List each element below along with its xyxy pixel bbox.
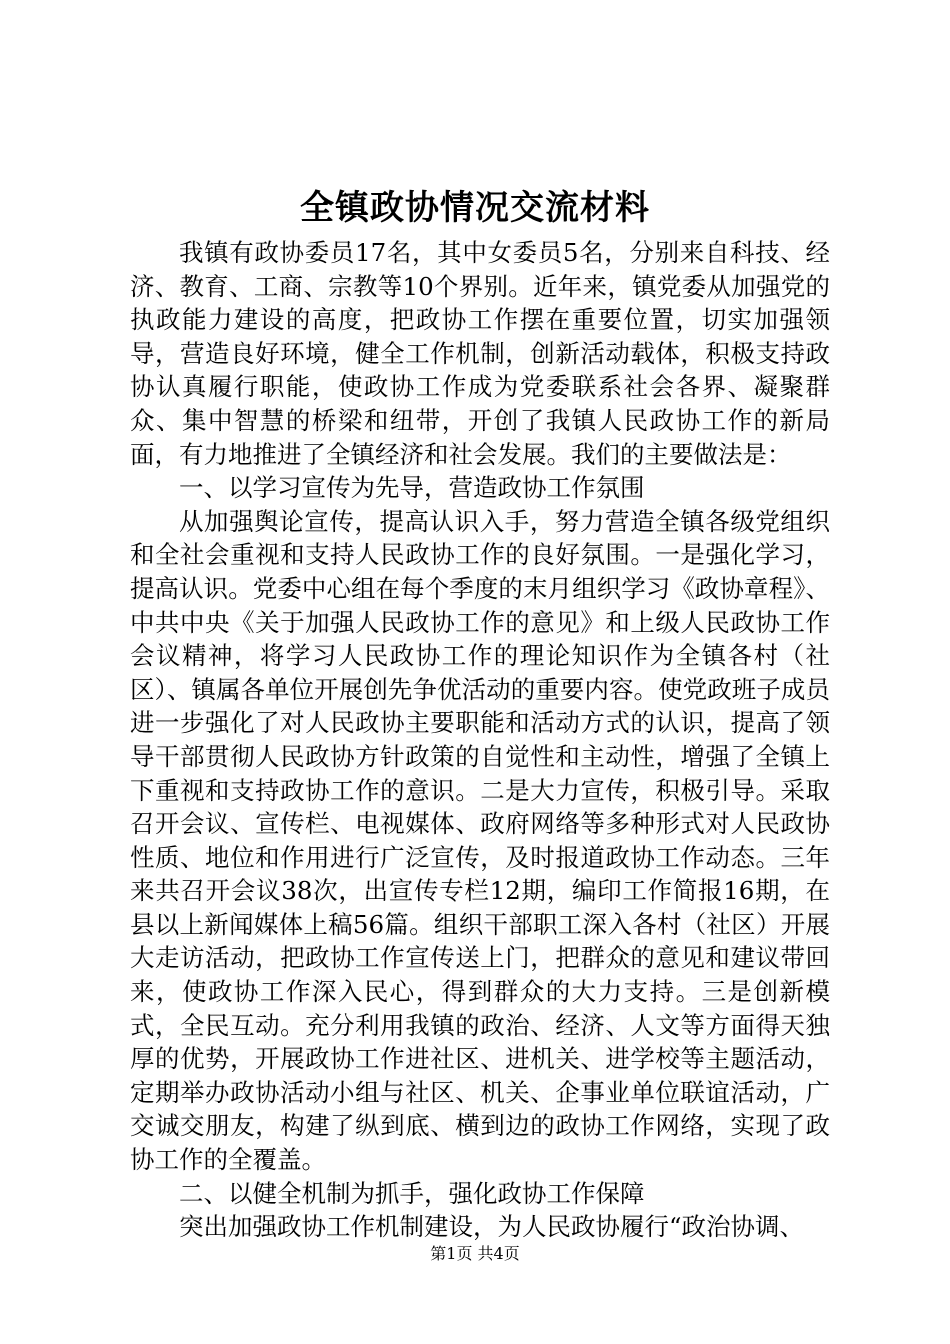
document-title: 全镇政协情况交流材料 — [300, 188, 650, 228]
paragraph-section-1: 从加强舆论宣传，提高认识入手，努力营造全镇各级党组织和全社会重视和支持人民政协工作的良好氛围。一是强化学习，提高认识。党委中心组在每个季度的末月组织学习《政协章程》、中共中央《关于加强人民政协工作的意见》和上级人民政协工作会议精神，将学习人民政协工作的理论知识作为全镇各村（社区）、镇属各单位开展创先争优活动的重要内容。使党政班子成员进一步强化了对人民政协主要职能和活动方式的认识，提高了领导干部贯彻人民政协方针政策的自觉性和主动性，增强了全镇上下重视和支持政协工作的意识。二是大力宣传，积极引导。采取召开会议、宣传栏、电视媒体、政府网络等多种形式对人民政协性质、地位和作用进行广泛宣传，及时报道政协工作动态。三年来共召开会议38次，出宣传专栏12期，编印工作简报16期，在县以上新闻媒体上稿56篇。组织干部职工深入各村（社区）开展大走访活动，把政协工作宣传送上门，把群众的意见和建议带回来，使政协工作深入民心，得到群众的大力支持。三是创新模式，全民互动。充分利用我镇的政治、经济、人文等方面得天独厚的优势，开展政协工作进社区、进机关、进学校等主题活动，定期举办政协活动小组与社区、机关、企事业单位联谊活动，广交诚交朋友，构建了纵到底、横到边的政协工作网络，实现了政协工作的全覆盖。 — [130, 506, 830, 1175]
document-body — [130, 236, 830, 1244]
paragraph-section-2: 突出加强政协工作机制建设，为人民政协履行“政治协调、 — [179, 1212, 805, 1242]
section-heading-2: 二、以健全机制为抓手，强化政协工作保障 — [179, 1178, 645, 1208]
page-footer: 第1页 共4页 — [430, 1244, 520, 1263]
section-heading-1: 一、以学习宣传为先导，营造政协工作氛围 — [179, 473, 645, 503]
paragraph-intro: 我镇有政协委员17名，其中女委员5名，分别来自科技、经济、教育、工商、宗教等10个界别。近年来，镇党委从加强党的执政能力建设的高度，把政协工作摆在重要位置，切实加强领导，营造良好环境，健全工作机制，创新活动载体，积极支持政协认真履行职能，使政协工作成为党委联系社会各界、凝聚群众、集中智慧的桥梁和纽带，开创了我镇人民政协工作的新局面，有力地推进了全镇经济和社会发展。我们的主要做法是： — [130, 238, 830, 469]
